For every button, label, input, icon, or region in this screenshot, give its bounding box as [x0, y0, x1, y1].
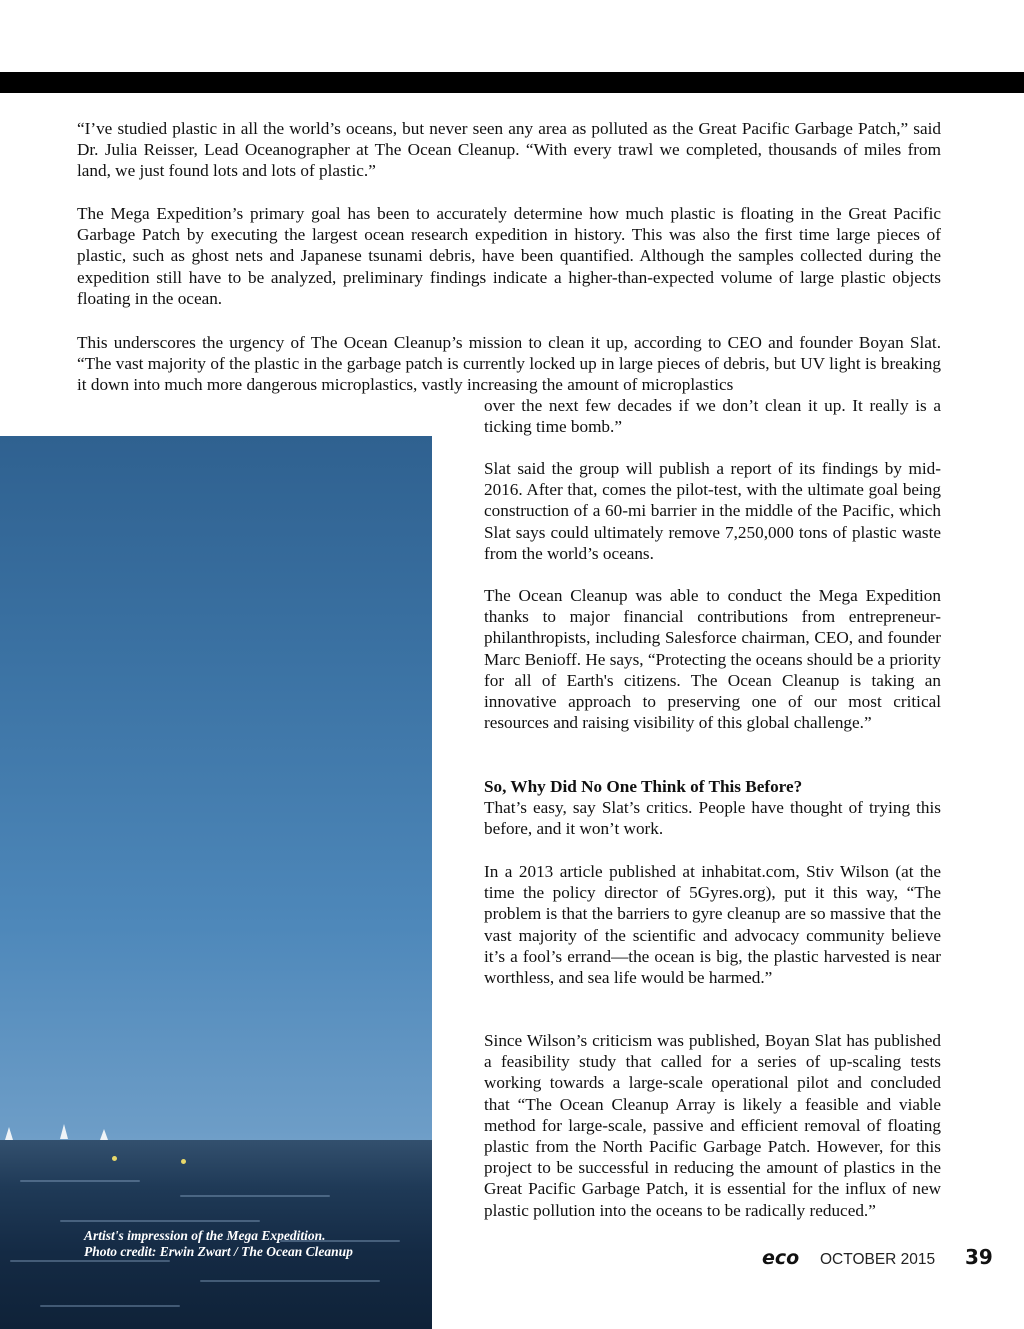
issue-date: OCTOBER 2015 [820, 1251, 936, 1268]
ocean-photo [0, 436, 432, 1329]
paragraph-funding: The Ocean Cleanup was able to conduct the Mega Expedition thanks to major financial contributions from entrepreneur-philanthropists, including Salesforce chairman, CEO, and founder Marc Benioff. He says, “Protecting the oceans should be a priority for all of Earth's citizens. The Ocean Cleanup is taking an innovative approach to preserving one of our most critical resources and raising visibility of this global challenge.” [484, 586, 941, 733]
caption-line-1: Artist's impression of the Mega Expedition. [84, 1228, 326, 1243]
paragraph-wilson: In a 2013 article published at inhabitat.com, Stiv Wilson (at the time the policy director of 5Gyres.org), put it this way, “The problem is that the barriers to gyre cleanup are so massive that the vast majority of the scientific and advocacy community believe it’s a fool’s errand—the ocean is big, the plastic harvested is near worthless, and sea life would be harmed.” [484, 862, 941, 988]
sailboat-icon [60, 1124, 68, 1139]
page-number: 39 [965, 1245, 993, 1269]
paragraph-urgency-continued: over the next few decades if we don’t clean it up. It really is a ticking time bomb.” [484, 396, 941, 437]
paragraph-expedition-goal: The Mega Expedition’s primary goal has been to accurately determine how much plastic is floating in the Great Pacific Garbage Patch by executing the largest ocean research expedition in history. This was also the first time large pieces of plastic, such as ghost nets and Japanese tsunami debris, have been quantified. Although the samples collected during the expedition still have to be analyzed, preliminary findings indicate a higher-than-expected volume of large plastic objects floating in the ocean. [77, 204, 941, 308]
paragraph-feasibility: Since Wilson’s criticism was published, Boyan Slat has published a feasibility study that called for a series of up-scaling tests working towards a large-scale operational pilot and concluded that “The Ocean Cleanup Array is likely a feasible and viable method for large-scale, passive and efficient removal of floating plastic from the North Pacific Garbage Patch. However, for this project to be successful in reducing the amount of plastics in the Great Pacific Garbage Patch, it is essential for the influx of new plastic pollution into the oceans to be radically reduced.” [484, 1031, 941, 1220]
sailboat-icon [5, 1127, 13, 1140]
paragraph-urgency: This underscores the urgency of The Ocean Cleanup’s mission to clean it up, according to CEO and founder Boyan Slat. “The vast majority of the plastic in the garbage patch is currently locked up in large pieces of debris, but UV light is breaking it down into much more dangerous microplastics, vastly increasing the amount of microplastics [77, 333, 941, 395]
paragraph-report: Slat said the group will publish a report of its findings by mid-2016. After that, comes the pilot-test, with the ultimate goal being construction of a 60-mi barrier in the middle of the Pacific, which Slat says could ultimately remove 7,250,000 tons of plastic waste from the world’s oceans. [484, 459, 941, 563]
paragraph-critics: That’s easy, say Slat’s critics. People have thought of trying this before, and it won’t work. [484, 798, 941, 839]
photo-caption [84, 1228, 353, 1260]
page-footer [762, 1244, 1002, 1272]
magazine-logo: eco [762, 1247, 800, 1269]
header-bar [0, 72, 1024, 93]
section-heading: So, Why Did No One Think of This Before? [484, 777, 803, 796]
buoy [112, 1156, 117, 1161]
sailboat-icon [100, 1129, 108, 1140]
caption-line-2: Photo credit: Erwin Zwart / The Ocean Cleanup [84, 1244, 353, 1259]
paragraph-reisser-quote: “I’ve studied plastic in all the world’s oceans, but never seen any area as polluted as the Great Pacific Garbage Patch,” said Dr. Julia Reisser, Lead Oceanographer at The Ocean Cleanup. “With every trawl we completed, thousands of miles from land, we just found lots and lots of plastic.” [77, 119, 941, 181]
buoy [181, 1159, 186, 1164]
